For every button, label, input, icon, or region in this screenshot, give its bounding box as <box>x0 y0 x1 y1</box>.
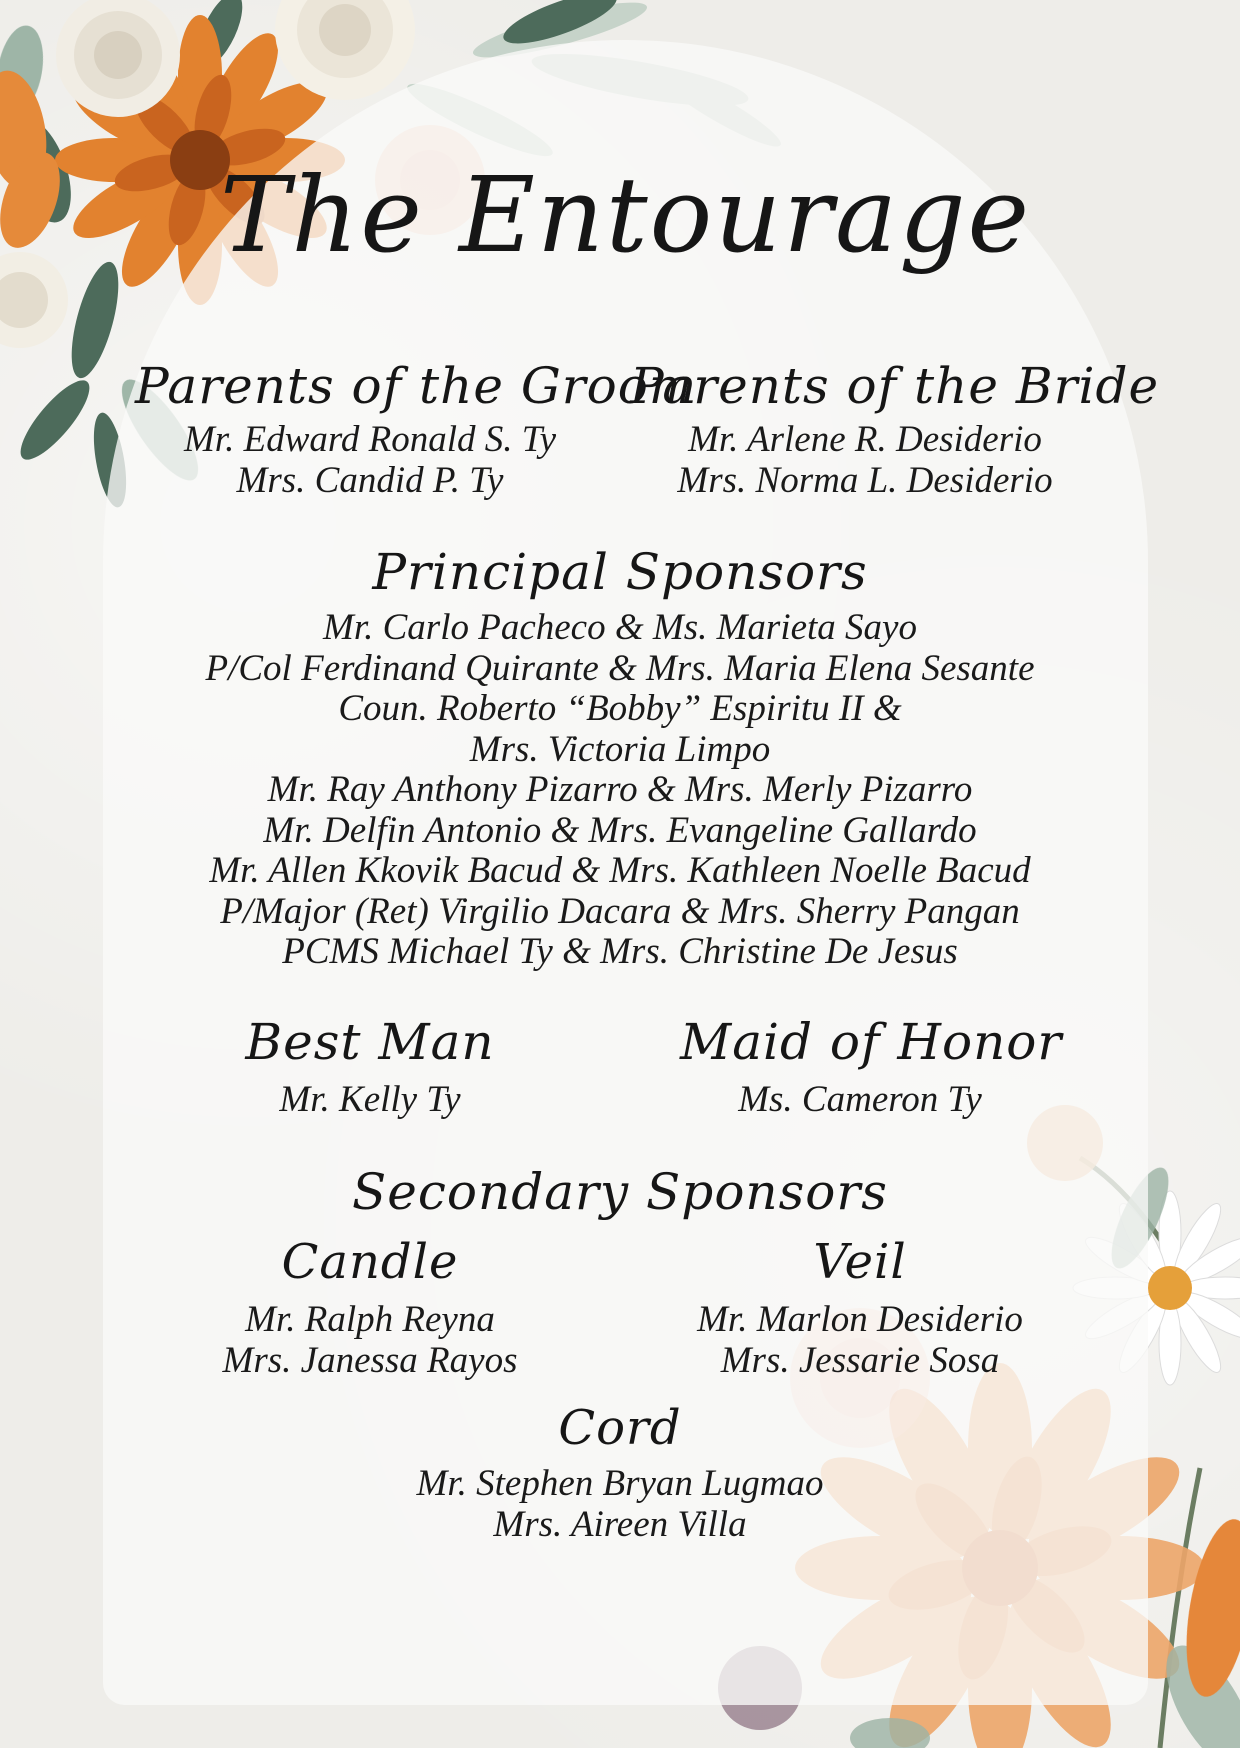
principal-sponsor-line: Mr. Allen Kkovik Bacud & Mrs. Kathleen Noelle Bacud <box>209 850 1031 891</box>
parents-groom-heading: Parents of the Groom <box>135 357 698 415</box>
veil-name-1: Mr. Marlon Desiderio <box>697 1299 1023 1340</box>
principal-sponsor-line: Coun. Roberto “Bobby” Espiritu II & <box>338 688 902 729</box>
parents-bride-heading: Parents of the Bride <box>630 357 1160 415</box>
best-man-name: Mr. Kelly Ty <box>279 1079 461 1120</box>
page-title: The Entourage <box>220 154 1032 276</box>
candle-name-1: Mr. Ralph Reyna <box>245 1299 495 1340</box>
cord-name-1: Mr. Stephen Bryan Lugmao <box>416 1463 824 1504</box>
principal-sponsor-line: P/Major (Ret) Virgilio Dacara & Mrs. Sherry Pangan <box>220 890 1020 932</box>
principal-sponsor-line: Mr. Ray Anthony Pizarro & Mrs. Merly Pizarro <box>267 769 973 810</box>
cord-names <box>370 1464 870 1545</box>
maid-of-honor-heading: Maid of Honor <box>680 1013 1063 1071</box>
principal-sponsors-list <box>170 608 1070 973</box>
veil-heading: Veil <box>813 1234 907 1290</box>
parents-bride-name-2: Mrs. Norma L. Desiderio <box>677 459 1053 501</box>
veil-names <box>670 1300 1050 1381</box>
principal-sponsor-line: Mrs. Victoria Limpo <box>469 728 771 770</box>
cord-heading: Cord <box>558 1400 682 1456</box>
veil-name-2: Mrs. Jessarie Sosa <box>720 1339 1000 1381</box>
parents-groom-name-1: Mr. Edward Ronald S. Ty <box>183 419 557 460</box>
principal-sponsor-line: Mr. Carlo Pacheco & Ms. Marieta Sayo <box>323 607 917 648</box>
principal-sponsor-line: Mr. Delfin Antonio & Mrs. Evangeline Gallardo <box>263 809 977 851</box>
principal-sponsor-line: PCMS Michael Ty & Mrs. Christine De Jesus <box>282 931 958 972</box>
candle-heading: Candle <box>281 1234 459 1290</box>
cord-name-2: Mrs. Aireen Villa <box>493 1503 747 1545</box>
parents-bride-names <box>630 420 1100 501</box>
parents-groom-names <box>135 420 605 501</box>
principal-sponsor-line: P/Col Ferdinand Quirante & Mrs. Maria Elena Sesante <box>205 647 1035 689</box>
parents-bride-name-1: Mr. Arlene R. Desiderio <box>688 419 1042 460</box>
principal-sponsors-heading: Principal Sponsors <box>372 543 868 601</box>
candle-names <box>180 1300 560 1381</box>
best-man-heading: Best Man <box>245 1013 495 1071</box>
parents-groom-name-2: Mrs. Candid P. Ty <box>236 459 504 501</box>
secondary-sponsors-heading: Secondary Sponsors <box>352 1163 888 1221</box>
maid-of-honor-name: Ms. Cameron Ty <box>738 1079 982 1120</box>
candle-name-2: Mrs. Janessa Rayos <box>222 1339 518 1381</box>
